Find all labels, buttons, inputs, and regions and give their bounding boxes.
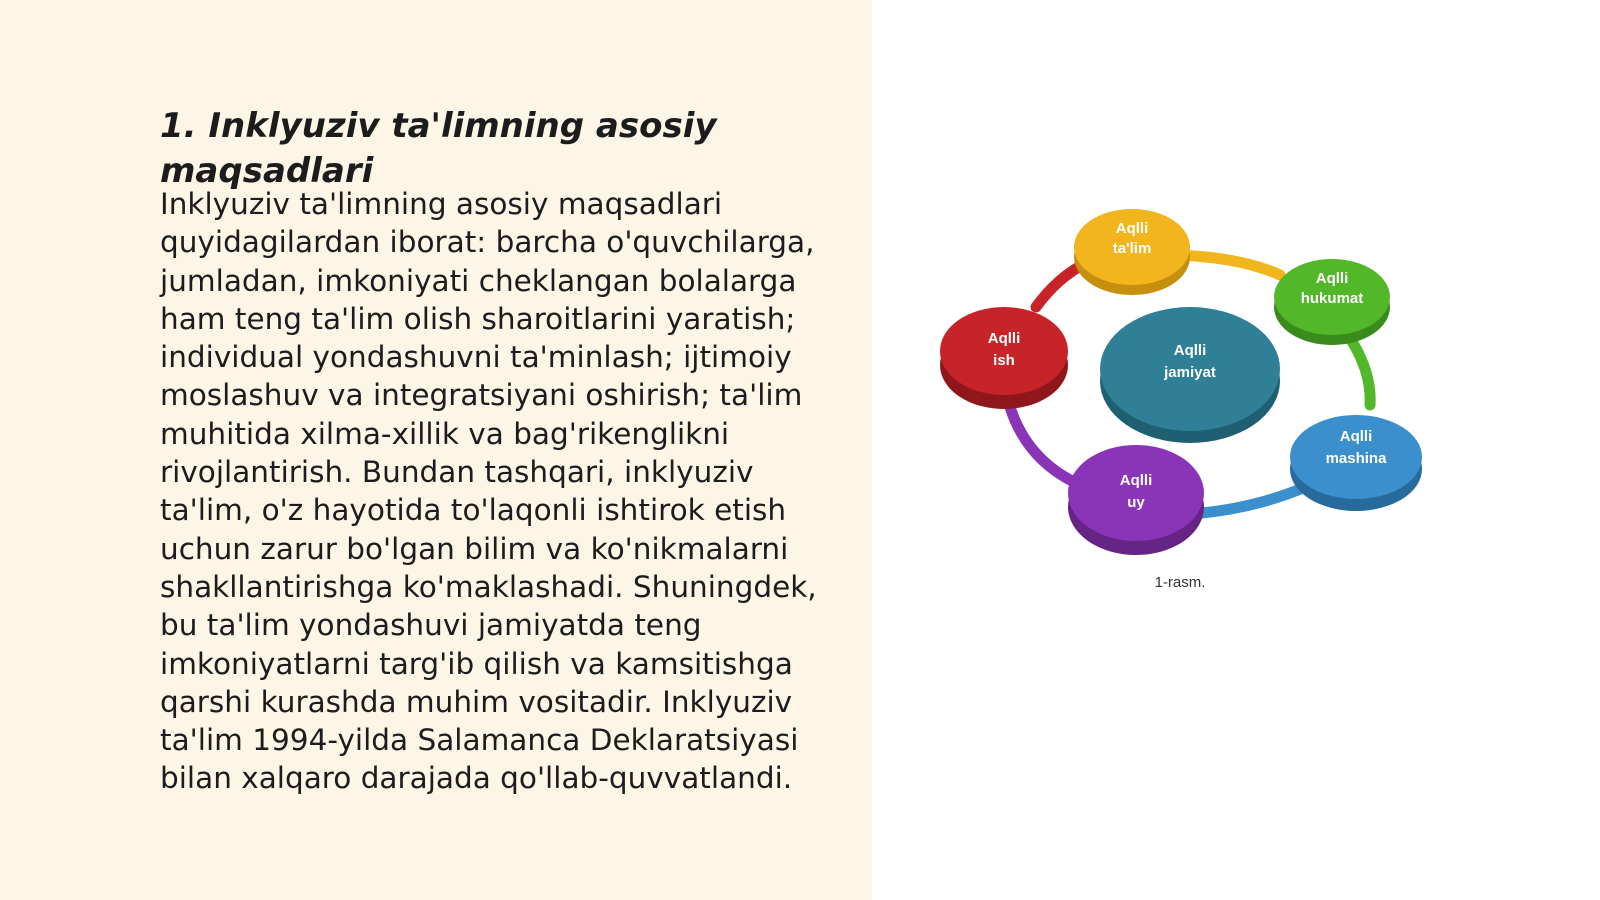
node-education — [1074, 209, 1190, 295]
node-work — [940, 307, 1068, 409]
slide-paragraph: Inklyuziv ta'limning asosiy maqsadlari quyidagilardan iborat: barcha o'quvchilarga, jumladan, imkoniyati cheklangan bolalarga ham teng ta'lim olish sharoitlarini yaratish; individual yondashuvni ta'minlash; ijtimoiy moslashuv va integratsiyani oshirish; ta'lim muhitida xilma-xillik va bag'rikenglikni rivojlantirish. Bundan tashqari, inklyuziv ta'lim, o'z hayotida to'laqonli ishtirok etish uchun zarur bo'lgan bilim va ko'nikmalarni shakllantirishga ko'maklashadi. Shuningdek, bu ta'lim yondashuvi jamiyatda teng imkoniyatlarni targ'ib qilish va kamsitishga qarshi kurashda muhim vositadir. Inklyuziv ta'lim 1994-yilda Salamanca Deklaratsiyasi bilan xalqaro darajada qo'llab-quvvatlandi. — [160, 187, 817, 796]
node-car-line2: mashina — [1325, 450, 1387, 467]
center-node — [1100, 307, 1280, 443]
node-home — [1068, 445, 1204, 555]
center-label-line1: Aqlli — [1173, 342, 1207, 359]
node-work-line1: Aqlli — [987, 330, 1021, 347]
node-car-line1: Aqlli — [1339, 428, 1373, 445]
slide-heading: 1. Inklyuziv ta'limning asosiy maqsadlari — [160, 106, 717, 191]
node-government-line1: Aqlli — [1315, 270, 1349, 287]
node-car — [1290, 415, 1422, 511]
center-label-line2: jamiyat — [1164, 364, 1216, 381]
node-work-line2: ish — [993, 352, 1015, 369]
smart-society-diagram — [940, 195, 1460, 615]
node-government — [1274, 259, 1390, 345]
ring-segment-home-work — [1010, 407, 1072, 481]
ring-segment-government-car — [1348, 335, 1370, 405]
node-home-line2: uy — [1127, 494, 1145, 511]
ring-segment-education-government — [1176, 255, 1280, 275]
node-government-line2: hukumat — [1300, 290, 1364, 307]
figure-caption: 1-rasm. — [1154, 574, 1206, 591]
ring-segment-car-home — [1202, 485, 1310, 513]
node-education-line2: ta'lim — [1112, 240, 1152, 257]
node-education-line1: Aqlli — [1115, 220, 1149, 237]
diagram-svg — [940, 195, 1460, 615]
node-home-line1: Aqlli — [1119, 472, 1153, 489]
